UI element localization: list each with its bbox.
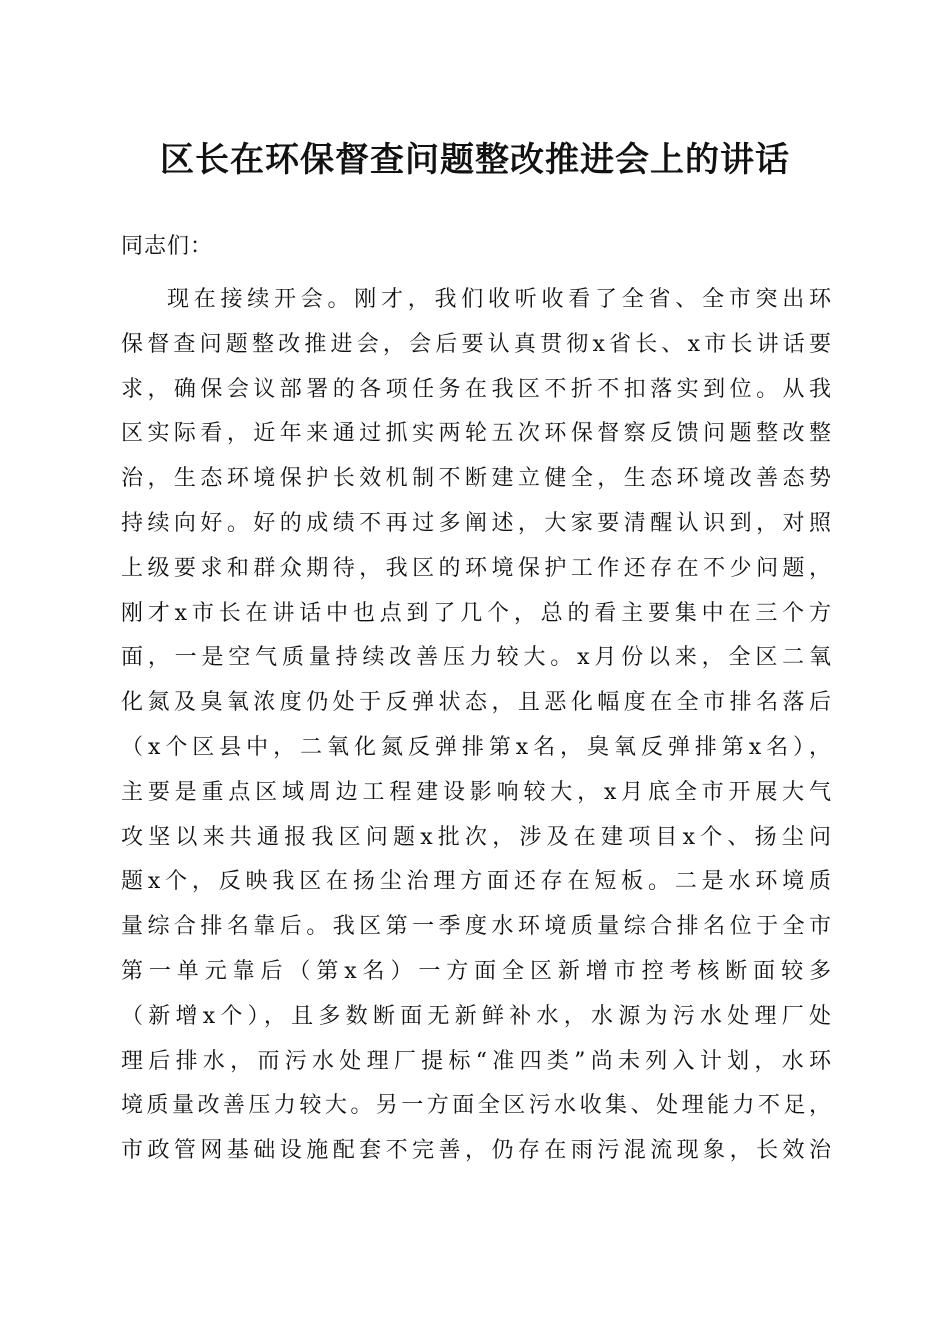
text-line-18: 理后排水，而污水处理厂提标“准四类”尚未列入计划，水环 [121,1048,831,1074]
text-line-2: 保督查问题整改推进会，会后要认真贯彻x省长、x市长讲话要 [121,331,831,357]
text-line-15: 量综合排名靠后。我区第一季度水环境质量综合排名位于全市 [121,914,831,940]
text-line-4: 区实际看，近年来通过抓实两轮五次环保督察反馈问题整改整 [121,421,831,447]
text-line-16: 第一单元靠后（第x名）一方面全区新增市控考核断面较多 [121,958,831,984]
salutation: 同志们： [121,234,214,259]
text-line-12: 主要是重点区域周边工程建设影响较大，x月底全市开展大气 [121,779,831,805]
text-line-14: 题x个，反映我区在扬尘治理方面还存在短板。二是水环境质 [121,869,831,895]
text-line-7: 上级要求和群众期待，我区的环境保护工作还存在不少问题， [121,555,831,581]
text-line-19: 境质量改善压力较大。另一方面全区污水收集、处理能力不足， [121,1093,831,1119]
text-line-6: 持续向好。好的成绩不再过多阐述，大家要清醒认识到，对照 [121,510,831,536]
document-title: 区长在环保督查问题整改推进会上的讲话 [160,140,790,180]
text-line-5: 治，生态环境保护长效机制不断建立健全，生态环境改善态势 [121,466,831,492]
text-line-11: （x个区县中，二氧化氮反弹排第x名，臭氧反弹排第x名）， [121,734,831,760]
speech-body-paragraph [121,278,831,1174]
text-line-17: （新增x个），且多数断面无新鲜补水，水源为污水处理厂处 [121,1003,831,1029]
text-line-8: 刚才x市长在讲话中也点到了几个，总的看主要集中在三个方 [121,600,831,626]
text-line-1: 现在接续开会。刚才，我们收听收看了全省、全市突出环 [167,287,831,312]
text-line-13: 攻坚以来共通报我区问题x批次，涉及在建项目x个、扬尘问 [121,824,831,850]
text-line-3: 求，确保会议部署的各项任务在我区不折不扣落实到位。从我 [121,376,831,402]
text-line-9: 面，一是空气质量持续改善压力较大。x月份以来，全区二氧 [121,645,831,671]
text-line-20: 市政管网基础设施配套不完善，仍存在雨污混流现象，长效治 [121,1138,831,1164]
text-line-10: 化氮及臭氧浓度仍处于反弹状态，且恶化幅度在全市排名落后 [121,690,831,716]
